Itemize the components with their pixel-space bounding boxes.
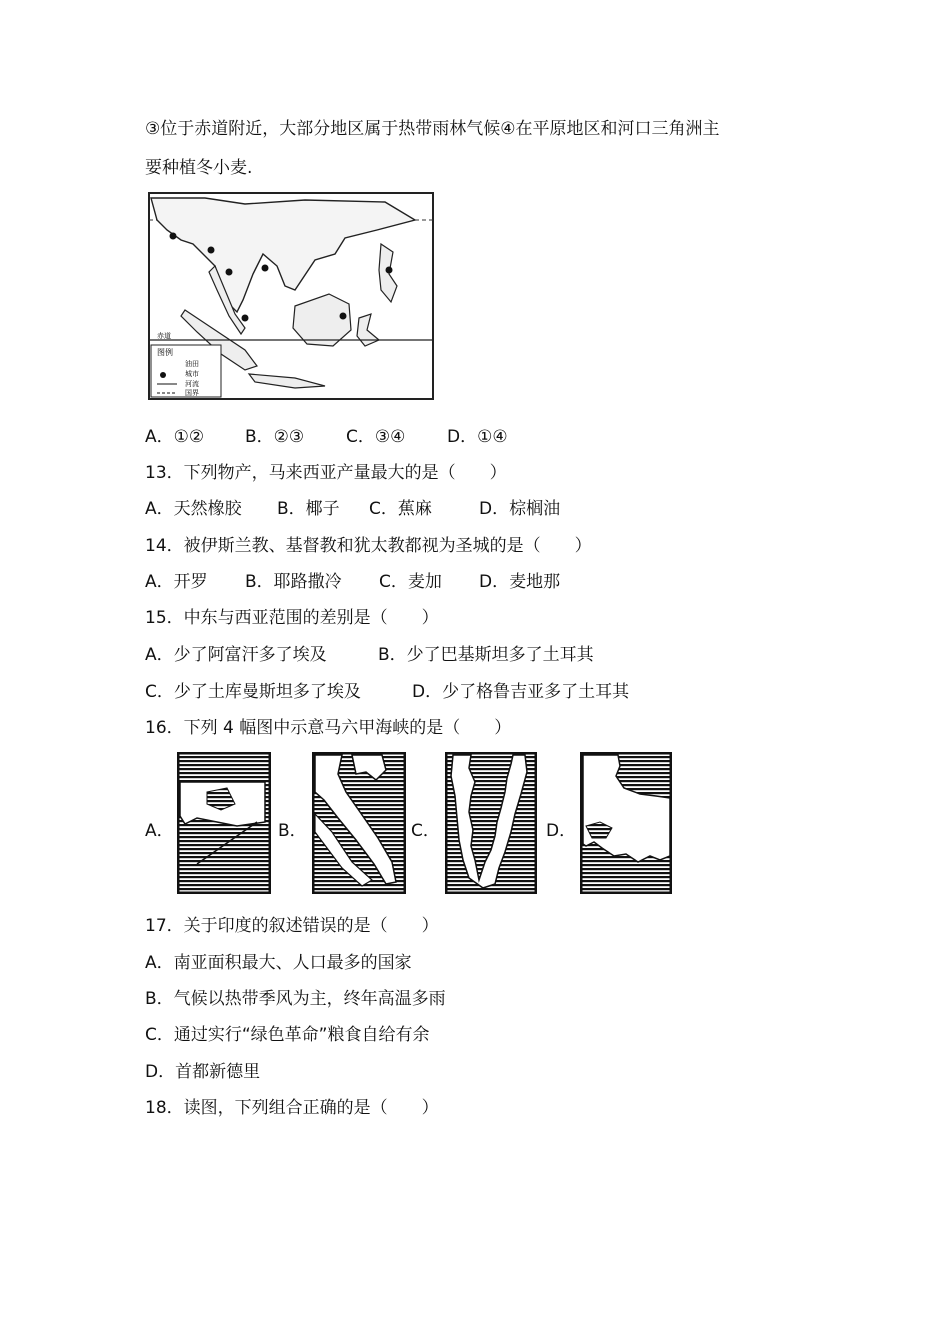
q15-option-a[interactable]: A．少了阿富汗多了埃及 bbox=[145, 645, 327, 665]
q14-option-c[interactable]: C．麦加 bbox=[379, 572, 442, 592]
q12-option-c[interactable]: C．③④ bbox=[346, 427, 406, 447]
q14-question: 14．被伊斯兰教、基督教和犹太教都视为圣城的是（ ） bbox=[145, 536, 592, 556]
q13-option-a[interactable]: A．天然橡胶 bbox=[145, 499, 242, 519]
q12-option-b[interactable]: B．②③ bbox=[245, 427, 305, 447]
q13-option-c[interactable]: C．蕉麻 bbox=[369, 499, 432, 519]
map-legend-river: 河流 bbox=[185, 380, 199, 388]
q18-question: 18．读图，下列组合正确的是（ ） bbox=[145, 1098, 439, 1118]
q13-option-d[interactable]: D．棕榈油 bbox=[479, 499, 561, 519]
q12-text-line-1: ③位于赤道附近，大部分地区属于热带雨林气候④在平原地区和河口三角洲主 bbox=[145, 119, 720, 139]
q17-option-c[interactable]: C．通过实行“绿色革命”粮食自给有余 bbox=[145, 1025, 430, 1045]
q12-option-d[interactable]: D．①④ bbox=[447, 427, 508, 447]
q16-figures bbox=[145, 752, 685, 898]
q16-figure-b[interactable] bbox=[312, 752, 406, 894]
q17-option-a[interactable]: A．南亚面积最大、人口最多的国家 bbox=[145, 953, 412, 973]
q16-label-c[interactable]: C． bbox=[411, 821, 440, 841]
q14-options bbox=[145, 571, 560, 593]
q12-option-a[interactable]: A．①② bbox=[145, 427, 205, 447]
q15-question: 15．中东与西亚范围的差别是（ ） bbox=[145, 608, 439, 628]
map-legend-title: 图例 bbox=[157, 348, 173, 357]
q16-figure-c[interactable] bbox=[445, 752, 537, 894]
q12-options bbox=[145, 426, 508, 448]
q17-question: 17．关于印度的叙述错误的是（ ） bbox=[145, 916, 439, 936]
q15-options-row2 bbox=[145, 681, 629, 703]
q13-option-b[interactable]: B．椰子 bbox=[277, 499, 340, 519]
q13-options bbox=[145, 498, 560, 520]
q14-option-a[interactable]: A．开罗 bbox=[145, 572, 208, 592]
map-equator-label: 赤道 bbox=[157, 332, 171, 340]
map-legend-city: 城市 bbox=[185, 370, 199, 378]
q15-option-b[interactable]: B．少了巴基斯坦多了土耳其 bbox=[378, 645, 594, 665]
southeast-asia-map bbox=[145, 190, 437, 404]
q12-text-line-2: 要种植冬小麦. bbox=[145, 158, 253, 178]
map-legend-oilfield: 油田 bbox=[185, 360, 199, 368]
q16-label-b[interactable]: B． bbox=[278, 821, 307, 841]
q16-figure-a[interactable] bbox=[177, 752, 271, 894]
q15-option-d[interactable]: D．少了格鲁吉亚多了土耳其 bbox=[412, 682, 630, 702]
q16-label-d[interactable]: D． bbox=[546, 821, 577, 841]
q13-question: 13．下列物产，马来西亚产量最大的是（ ） bbox=[145, 463, 507, 483]
q14-option-b[interactable]: B．耶路撒冷 bbox=[245, 572, 342, 592]
q16-figure-d[interactable] bbox=[580, 752, 672, 894]
q16-question: 16．下列 4 幅图中示意马六甲海峡的是（ ） bbox=[145, 718, 512, 738]
q14-option-d[interactable]: D．麦地那 bbox=[479, 572, 561, 592]
q16-label-a[interactable]: A． bbox=[145, 821, 174, 841]
q15-option-c[interactable]: C．少了土库曼斯坦多了埃及 bbox=[145, 682, 361, 702]
q17-option-b[interactable]: B．气候以热带季风为主，终年高温多雨 bbox=[145, 989, 446, 1009]
q15-options-row1 bbox=[145, 644, 594, 666]
map-legend-border: 国界 bbox=[185, 389, 199, 397]
q17-option-d[interactable]: D．首都新德里 bbox=[145, 1062, 261, 1082]
